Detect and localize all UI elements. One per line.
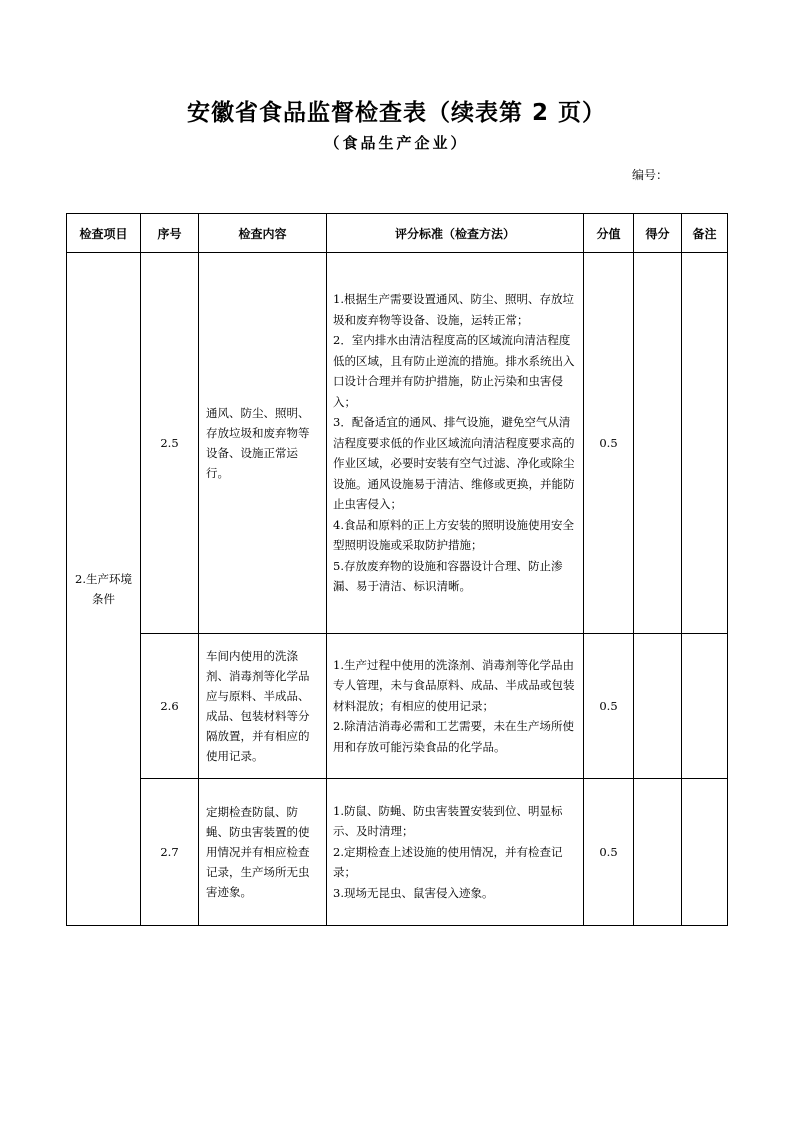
- content-cell: 通风、防尘、照明、存放垃圾和废弃物等设备、设施正常运行。: [199, 253, 327, 634]
- table-row: [67, 253, 728, 634]
- col-header-score: 分值: [584, 214, 634, 253]
- remark-cell[interactable]: [682, 634, 728, 779]
- table-row: [67, 634, 728, 779]
- content-cell: 定期检查防鼠、防蝇、防虫害装置的使用情况并有相应检查记录，生产场所无虫害迹象。: [199, 779, 327, 926]
- content-cell: 车间内使用的洗涤剂、消毒剂等化学品应与原料、半成品、成品、包装材料等分隔放置，并有相应的使用记录。: [199, 634, 327, 779]
- inspection-table: [66, 213, 728, 926]
- standard-line: 2．室内排水由清洁程度高的区域流向清洁程度低的区域，且有防止逆流的措施。排水系统出入口设计合理并有防护措施，防止污染和虫害侵入；: [333, 333, 575, 409]
- col-header-content: 检查内容: [199, 214, 327, 253]
- standard-cell: [327, 779, 584, 926]
- got-cell[interactable]: [634, 253, 682, 634]
- standard-line: 3.现场无昆虫、鼠害侵入迹象。: [333, 885, 494, 900]
- standard-cell: [327, 253, 584, 634]
- col-header-item: 检查项目: [67, 214, 141, 253]
- score-cell: 0.5: [584, 634, 634, 779]
- got-cell[interactable]: [634, 779, 682, 926]
- col-header-remark: 备注: [682, 214, 728, 253]
- col-header-seq: 序号: [141, 214, 199, 253]
- standard-line: 4.食品和原料的正上方安装的照明设施使用安全型照明设施或采取防护措施；: [333, 517, 574, 553]
- got-cell[interactable]: [634, 634, 682, 779]
- col-header-standard: 评分标准（检查方法）: [327, 214, 584, 253]
- seq-cell: 2.6: [141, 634, 199, 779]
- standard-line: 1.根据生产需要设置通风、防尘、照明、存放垃圾和废弃物等设备、设施，运转正常；: [333, 292, 574, 327]
- table-row: [67, 779, 728, 926]
- table-header-row: [67, 214, 728, 253]
- standard-cell: [327, 634, 584, 779]
- score-cell: 0.5: [584, 253, 634, 634]
- score-cell: 0.5: [584, 779, 634, 926]
- standard-line: 3．配备适宜的通风、排气设施，避免空气从清洁程度要求低的作业区域流向清洁程度要求高的作业区域，必要时安装有空气过滤、净化或除尘设施。通风设施易于清洁、维修或更换，并能防止虫害侵入；: [333, 415, 575, 512]
- page-subtitle: （食品生产企业）: [324, 134, 469, 152]
- category-cell: 2.生产环境条件: [67, 253, 141, 926]
- col-header-got: 得分: [634, 214, 682, 253]
- standard-line: 2.定期检查上述设施的使用情况，并有检查记录；: [333, 844, 563, 880]
- standard-line: 2.除清洁消毒必需和工艺需要，未在生产场所使用和存放可能污染食品的化学品。: [333, 719, 574, 754]
- standard-line: 5.存放废弃物的设施和容器设计合理、防止渗漏、易于清洁、标识清晰。: [333, 558, 563, 594]
- serial-number-label: 编号：: [632, 168, 669, 182]
- standard-line: 1.防鼠、防蝇、防虫害装置安装到位、明显标示、及时清理；: [333, 803, 563, 839]
- seq-cell: 2.7: [141, 779, 199, 926]
- page-title: 安徽省食品监督检查表（续表第 2 页）: [186, 100, 607, 126]
- standard-line: 1.生产过程中使用的洗涤剂、消毒剂等化学品由专人管理，未与食品原料、成品、半成品或包装材料混放；有相应的使用记录；: [333, 657, 575, 713]
- seq-cell: 2.5: [141, 253, 199, 634]
- remark-cell[interactable]: [682, 253, 728, 634]
- remark-cell[interactable]: [682, 779, 728, 926]
